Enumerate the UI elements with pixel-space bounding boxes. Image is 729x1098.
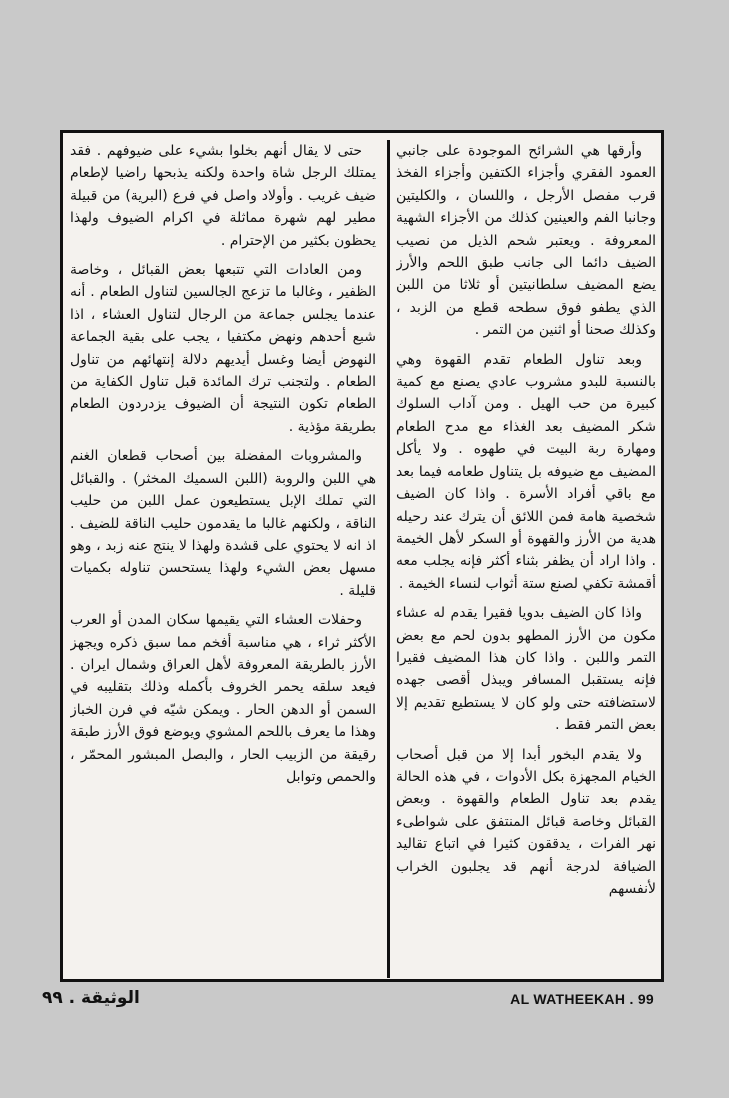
paragraph: ومن العادات التي تتبعها بعض القبائل ، وخاصة الظفير ، وغالبا ما تزعج الجالسين لتناول الطعام . أنه عندما يجلس جماعة من الرجال لتناول العشاء ، اذا شبع أحدهم ونهض مكتفيا ، يجب على بقية الجماعة النهوض أيضا وغسل أيديهم دلالة إنتهائهم من تناول الطعام . ولتجنب ترك المائدة قبل تناول الكفاية من الطعام تكون النتيجة أن الضيوف يزدردون الطعام بطريقة مؤذية . (70, 262, 376, 435)
footer-english-page-number: AL WATHEEKAH . 99 (510, 991, 654, 1007)
paragraph: والمشروبات المفضلة بين أصحاب قطعان الغنم هي اللبن والروبة (اللبن السميك المخثر) . والقبائل التي تملك الإبل يستطيعون عمل اللبن من حليب الناقة ، ولكنهم غالبا ما يقدمون حليب الناقة للضيف . اذ انه لا يحتوي على قشدة ولهذا لا ينتج عنه زبد ، وهو مسهل بعض الشيء ولهذا يستحسن تناوله بكميات قليلة . (70, 448, 376, 599)
paragraph: ولا يقدم البخور أبدا إلا من قبل أصحاب الخيام المجهزة بكل الأدوات ، في هذه الحالة يقدم بعد تناول الطعام والقهوة . وبعض القبائل وخاصة قبائل المنتفق على شواطىء نهر الفرات ، يدققون كثيرا في اتباع تقاليد الضيافة لدرجة أنهم قد يجلبون الخراب لأنفسهم (396, 746, 656, 897)
article-column-right (396, 140, 656, 980)
column-divider (387, 140, 390, 978)
paragraph: وبعد تناول الطعام تقدم القهوة وهي بالنسبة للبدو مشروب عادي يصنع مع كمية كبيرة من حب الهيل . ومن آداب السلوك شكر المضيف بعد الغذاء مع مدح الطعام ومهارة ربة البيت في طهوه . ولا يأكل المضيف مع ضيوفه بل يتناول طعامه فيما بعد مع باقي أفراد الأسرة . واذا كان الضيف شخصية هامة فمن اللائق أن يترك عند رحيله هدية من الأرز والقهوة أو السكر لأهل الخيمة . واذا اراد أن يظفر بثناء أكثر فإنه يجلب معه أقمشة تكفي لصنع ستة أثواب لنساء الخيمة . (396, 351, 656, 592)
article-column-left (70, 140, 376, 980)
paragraph: وحفلات العشاء التي يقيمها سكان المدن أو العرب الأكثر ثراء ، هي مناسبة أفخم مما سبق ذكره ويجهز الأرز بالطريقة المعروفة لأهل العراق وشمال ايران . فيعد سلقه يحمر الخروف بأكمله وذلك بتقليبه في السمن أو الدهن الحار . ويمكن شيّه في فرن الخباز وهذا ما يعرف باللحم المشوي ويوضع فوق الأرز طبقة رقيقة من الزبيب الحار ، والبصل المبشور المحمّر ، والحمص وتوابل (70, 612, 376, 785)
paragraph: واذا كان الضيف بدويا فقيرا يقدم له عشاء مكون من الأرز المطهو بدون لحم مع بعض التمر واللبن . واذا كان هذا المضيف فقيرا فإنه يستقبل المسافر ويبذل أقصى جهده لاستضافته حتى ولو كان لا يستطيع تقديم إلا بعض التمر فقط . (396, 605, 656, 734)
footer-arabic-page-number: الوثيقة . ٩٩ (42, 988, 140, 1008)
paragraph: حتى لا يقال أنهم بخلوا بشيء على ضيوفهم . فقد يمتلك الرجل شاة واحدة ولكنه يذبحها راضيا لإطعام ضيف غريب . وأولاد واصل في فرع (البرية) من قبيلة مطير لهم شهرة مماثلة في اكرام الضيوف ولهذا يحظون بكثير من الإحترام . (70, 143, 376, 249)
paragraph: وأرقها هي الشرائح الموجودة على جانبي العمود الفقري وأجزاء الكتفين وأجزاء الفخذ قرب مفصل الأرجل ، واللسان ، والكليتين وجانبا الفم والعينين كذلك من الأجزاء الشهية المعروفة . ويعتبر شحم الذيل من نصيب الضيف دائما الى جانب طبق اللحم والأرز يضع المضيف سلطانيتين أو ثلاثا من اللبن الذي يطفو فوق سطحه قطع من الزبد ، وكذلك صحنا أو اثنين من التمر . (396, 143, 656, 339)
